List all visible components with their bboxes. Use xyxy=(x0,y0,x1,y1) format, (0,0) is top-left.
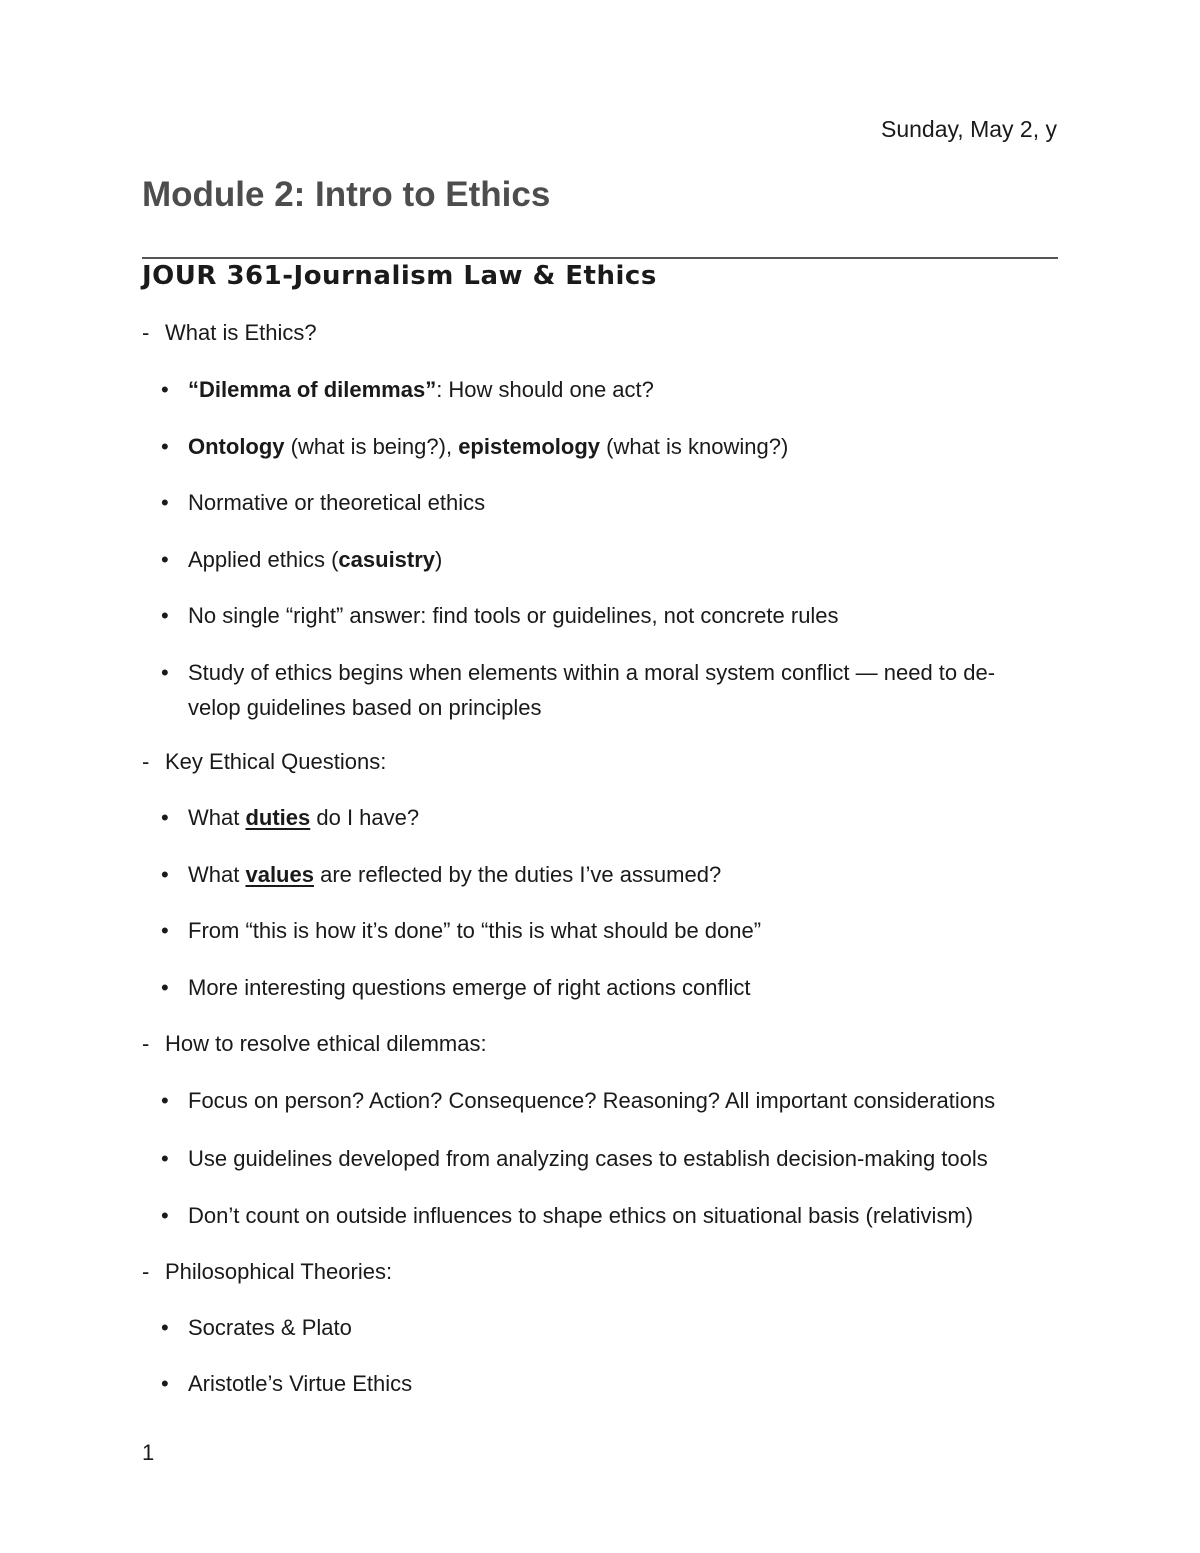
bullet-marker: • xyxy=(161,1088,169,1113)
section-heading-key-questions xyxy=(142,744,386,779)
list-item xyxy=(161,970,1061,1005)
bullet-marker: • xyxy=(161,1371,169,1396)
bullet-marker: • xyxy=(161,975,169,1000)
list-item xyxy=(161,598,1061,633)
list-item-text: Use guidelines developed from analyzing cases to establish decision-making tools xyxy=(188,1146,988,1171)
bold-term: epistemology xyxy=(458,434,600,459)
list-item xyxy=(161,372,1061,407)
bullet-marker: • xyxy=(161,603,169,628)
section-heading-text: What is Ethics? xyxy=(165,320,317,345)
bullet-marker: • xyxy=(161,660,169,685)
section-heading-philosophical-theories xyxy=(142,1254,392,1289)
document-title: Module 2: Intro to Ethics xyxy=(142,175,551,214)
list-item-text: Socrates & Plato xyxy=(188,1315,352,1340)
list-item xyxy=(161,655,1061,725)
section-heading-text: Philosophical Theories: xyxy=(165,1259,393,1284)
section-heading-text: Key Ethical Questions: xyxy=(165,749,387,774)
dash-marker: - xyxy=(142,1031,150,1056)
list-item xyxy=(161,542,1061,577)
document-date: Sunday, May 2, y xyxy=(881,116,1057,142)
bullet-marker: • xyxy=(161,1203,169,1228)
underlined-term: values xyxy=(245,862,314,887)
list-item xyxy=(161,1366,1061,1401)
bullet-marker: • xyxy=(161,377,169,402)
bullet-marker: • xyxy=(161,547,169,572)
list-item-text: No single “right” answer: find tools or guidelines, not concrete rules xyxy=(188,603,839,628)
list-item-text: What duties do I have? xyxy=(188,805,420,830)
dash-marker: - xyxy=(142,1259,150,1284)
list-item-text: From “this is how it’s done” to “this is what should be done” xyxy=(188,918,762,943)
bullet-marker: • xyxy=(161,862,169,887)
list-item xyxy=(161,1310,1061,1345)
list-item xyxy=(161,429,1061,464)
list-item-text: Study of ethics begins when elements within a moral system conflict — need to de- velop guidelines based on principles xyxy=(188,660,996,720)
bullet-marker: • xyxy=(161,434,169,459)
bold-term: Ontology xyxy=(188,434,285,459)
list-item xyxy=(161,800,1061,835)
list-item-text: Focus on person? Action? Consequence? Reasoning? All important considerations xyxy=(188,1088,996,1113)
list-item xyxy=(161,485,1061,520)
page-number: 1 xyxy=(142,1440,155,1465)
list-item-text: Applied ethics (casuistry) xyxy=(188,547,443,572)
bullet-marker: • xyxy=(161,918,169,943)
section-heading-text: How to resolve ethical dilemmas: xyxy=(165,1031,487,1056)
list-item-text: Aristotle’s Virtue Ethics xyxy=(188,1371,413,1396)
list-item-text: “Dilemma of dilemmas”: How should one act? xyxy=(188,377,654,402)
course-subtitle: JOUR 361-Journalism Law & Ethics xyxy=(142,261,657,291)
bullet-marker: • xyxy=(161,1315,169,1340)
bullet-marker: • xyxy=(161,1146,169,1171)
underlined-term: duties xyxy=(245,805,311,830)
list-item xyxy=(161,1083,1061,1118)
bold-term: “Dilemma of dilemmas” xyxy=(188,377,437,402)
list-item-text: Normative or theoretical ethics xyxy=(188,490,486,515)
dash-marker: - xyxy=(142,320,150,345)
list-item-text: More interesting questions emerge of right actions conflict xyxy=(188,975,751,1000)
list-item xyxy=(161,1198,1061,1233)
list-item xyxy=(161,857,1061,892)
bold-term: casuistry xyxy=(338,547,436,572)
section-heading-what-is-ethics xyxy=(142,315,317,350)
section-heading-resolve-dilemmas xyxy=(142,1026,487,1061)
dash-marker: - xyxy=(142,749,150,774)
list-item-text: Ontology (what is being?), epistemology (what is knowing?) xyxy=(188,434,789,459)
list-item xyxy=(161,913,1061,948)
list-item-text: What values are reflected by the duties I’ve assumed? xyxy=(188,862,722,887)
title-divider xyxy=(142,257,1058,259)
bullet-marker: • xyxy=(161,805,169,830)
list-item-text: Don’t count on outside influences to shape ethics on situational basis (relativism) xyxy=(188,1203,974,1228)
list-item xyxy=(161,1141,1061,1176)
bullet-marker: • xyxy=(161,490,169,515)
